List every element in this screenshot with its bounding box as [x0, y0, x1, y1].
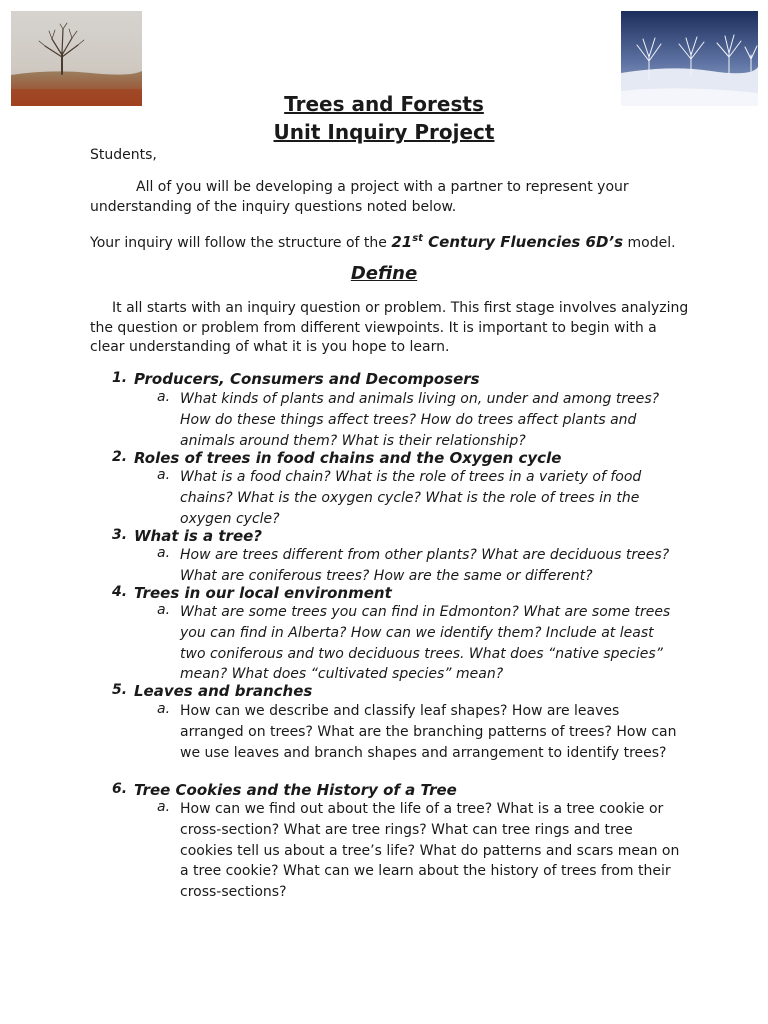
sub-question-text: What are some trees you can find in Edmonton? What are some trees you can find in Alberta? How can we identify them? Include at least two coniferous and two deciduous trees. What does “native species” mean? What does “cultivated species” mean?	[180, 604, 671, 683]
question-number: 6.	[112, 781, 128, 797]
sub-question-letter: a.	[157, 799, 171, 815]
document-subtitle: Unit Inquiry Project	[273, 120, 495, 144]
sub-question-text: How can we describe and classify leaf shapes? How are leaves arranged on trees? What are the branching patterns of trees? How can we use leaves and branch shapes and arrangement to identify trees?	[180, 703, 677, 761]
fluencies-model-name	[391, 233, 623, 251]
question-number: 1.	[112, 370, 128, 386]
question-title: Roles of trees in food chains and the Oxygen cycle	[134, 449, 562, 467]
sub-question-text: How can we find out about the life of a tree? What is a tree cookie or cross-section? What are tree rings? What can tree rings and tree cookies tell us about a tree’s life? What do patterns and scars mean on a tree cookie? What can we learn about the history of trees from their cross-sections?	[180, 801, 680, 901]
question-title: Leaves and branches	[134, 682, 313, 700]
question-title: Trees in our local environment	[134, 584, 392, 602]
sub-question-letter: a.	[157, 545, 171, 561]
define-paragraph: It all starts with an inquiry question or problem. This first stage involves analyzing the question or problem from different viewpoints. It is important to begin with a clear understanding of what it is you hope to learn.	[90, 300, 689, 355]
question-number: 5.	[112, 682, 128, 698]
structure-paragraph	[90, 229, 690, 254]
sub-question-letter: a.	[157, 467, 171, 483]
sub-question-text: What is a food chain? What is the role of trees in a variety of food chains? What is the oxygen cycle? What is the role of trees in the oxygen cycle?	[180, 469, 642, 527]
intro-paragraph: All of you will be developing a project with a partner to represent your understanding of the inquiry questions noted below.	[90, 179, 629, 215]
question-title: What is a tree?	[134, 527, 262, 545]
structure-text-end: model.	[623, 235, 676, 251]
question-title: Producers, Consumers and Decomposers	[134, 370, 480, 388]
sub-question-letter: a.	[157, 701, 171, 717]
fluencies-label: Century Fluencies 6D’s	[422, 233, 624, 251]
structure-text: Your inquiry will follow the structure of the	[90, 235, 392, 251]
question-title: Tree Cookies and the History of a Tree	[134, 781, 457, 799]
question-number: 4.	[112, 584, 128, 600]
fluencies-ordinal: st	[412, 233, 423, 244]
document-title: Trees and Forests	[284, 92, 484, 116]
question-number: 3.	[112, 527, 128, 543]
sub-question-letter: a.	[157, 602, 171, 618]
section-heading-define: Define	[350, 263, 418, 284]
sub-question-text: How are trees different from other plants? What are deciduous trees? What are coniferous trees? How are the same or different?	[180, 547, 670, 584]
question-number: 2.	[112, 449, 128, 465]
sub-question-letter: a.	[157, 389, 171, 405]
sub-question-text: What kinds of plants and animals living on, under and among trees? How do these things affect trees? How do trees affect plants and animals around them? What is their relationship?	[180, 391, 660, 449]
fluencies-number: 21	[391, 233, 413, 251]
salutation: Students,	[90, 147, 157, 163]
